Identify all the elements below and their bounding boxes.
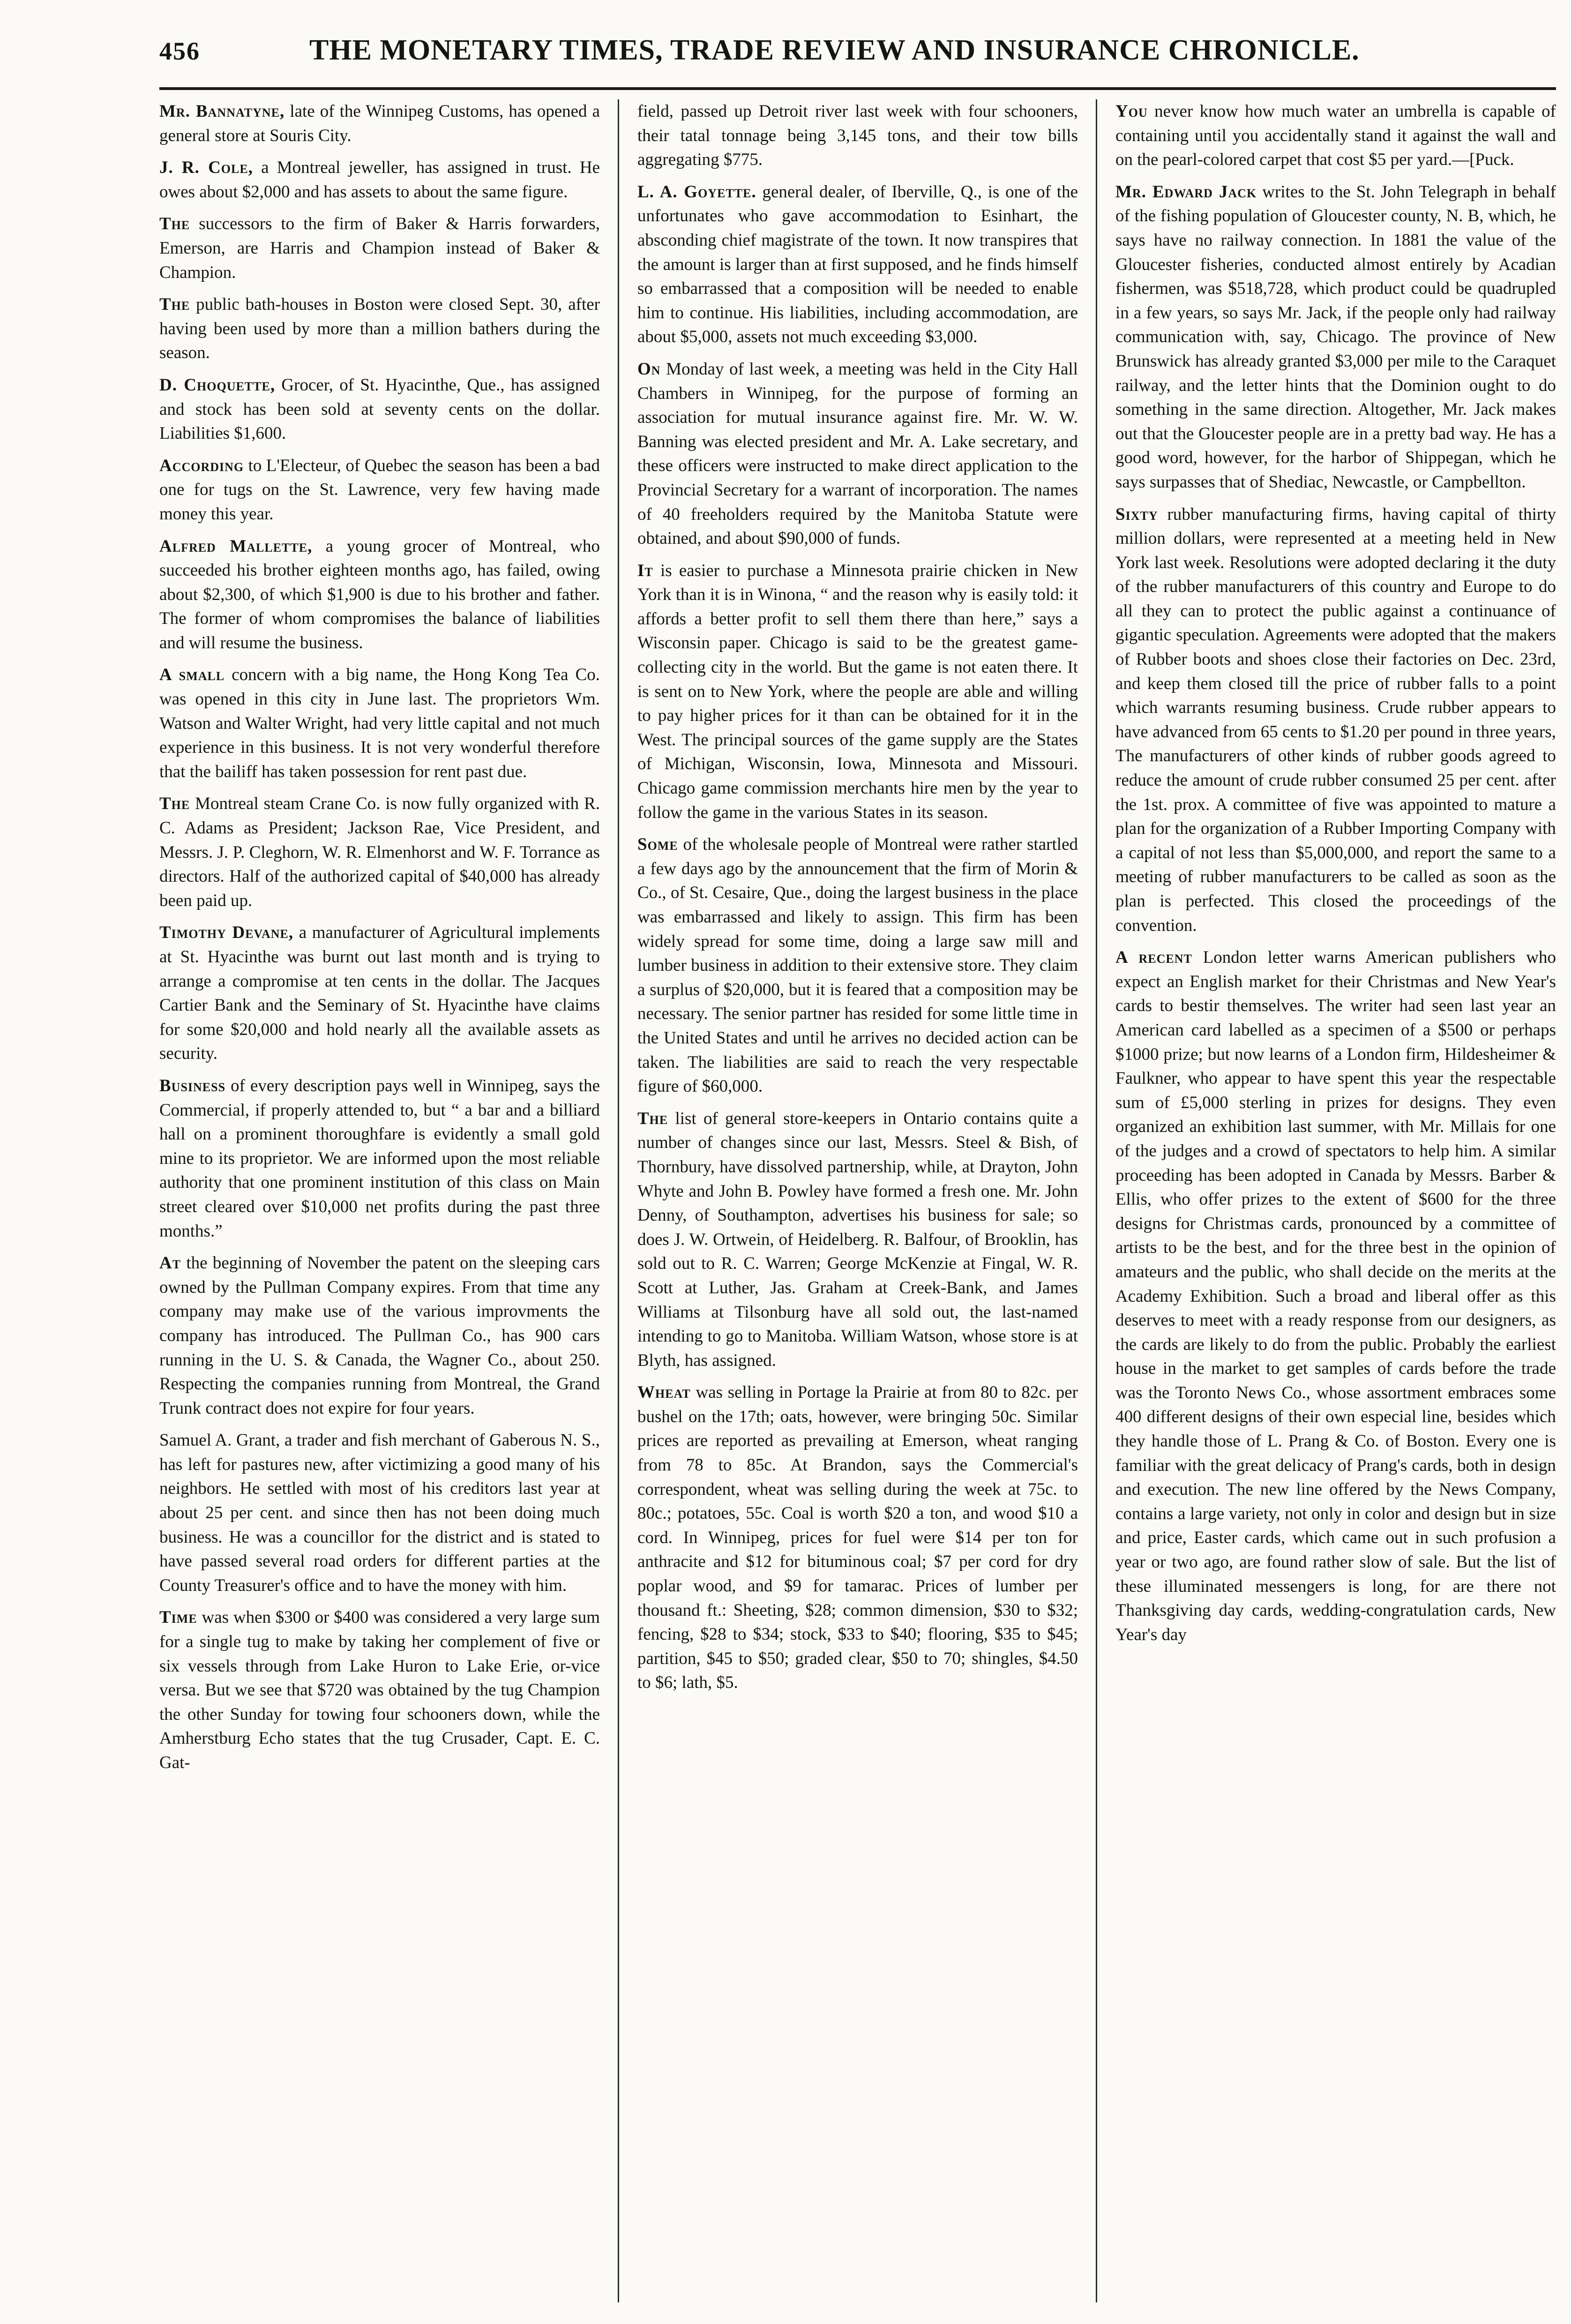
paragraph-text: is easier to purchase a Minnesota prairie chicken in New York than it is in Winona, “ and the reason why is easily told: it affords a better profit to sell them there than here,” says a Wisconsin paper. Chicago is said to be the greatest game-collecting city in the world. But the game is not eaten there. It is sent on to New York, where the people are able and willing to pay higher prices for it than can be obtained for it in the West. The principal sources of the game supply are the States of Michigan, Wisconsin, Iowa, Minnesota and Missouri. Chicago game commission merchants hire men by the year to follow the game in the various States in its season. — [637, 561, 1078, 822]
running-title: THE MONETARY TIMES, TRADE REVIEW AND INSURANCE CHRONICLE. — [309, 34, 1360, 66]
paragraph-lead: Timothy Devane, — [159, 923, 294, 943]
paragraph-lead: L. A. Goyette. — [637, 182, 756, 202]
paragraph-lead: The — [159, 794, 190, 814]
article-paragraph — [637, 832, 1078, 1099]
article-paragraph — [159, 534, 600, 655]
paragraph-text: London letter warns American publishers who expect an English market for their Christmas and New Year's cards to bestir themselves. The writer had seen last year an American card labelled as a specimen of a $500 or perhaps $1000 prize; but now learns of a London firm, Hildesheimer & Faulkner, who appear to have spent this year the respectable sum of £5,000 sterling in prizes for designs. They even organized an exhibition last summer, with Mr. Millais for one of the judges and a crowd of spectators to help him. A similar proceeding has been adopted in Canada by Messrs. Barber & Ellis, who offer prizes to the extent of $600 for the three designs for Christmas cards, pronounced by a committee of artists to be the best, and for the three best in the opinion of amateurs and the public, who shall decide on the merits at the Academy Exhibition. Such a broad and liberal offer as this deserves to meet with a ready response from our designers, as the cards are likely to do from the public. Probably the earliest house in the market to get samples of cards before the trade was the Toronto News Co., whose assortment embraces some 400 different designs of their own especial line, besides which they handle those of L. Prang & Co. of Boston. Every one is familiar with the great delicacy of Prang's cards, both in design and execution. The new line offered by the News Company, contains a large variety, not only in color and design but in size and price, Easter cards, which came out in such profusion a year or two ago, are found rather slow of sale. But the list of these illuminated messengers is long, for are there not Thanksgiving day cards, wedding-congratulation cards, New Year's day — [1115, 948, 1556, 1644]
column-divider — [618, 99, 619, 2302]
article-paragraph — [159, 454, 600, 526]
article-columns — [159, 99, 1556, 2302]
paragraph-text: rubber manufacturing firms, having capital of thirty million dollars, were represented at a meeting held in New York last week. Resolutions were adopted declaring it the duty of the rubber manufacturers of this country and Europe to do all they can to protect the public against a continuance of gigantic speculation. Agreements were adopted that the makers of Rubber boots and shoes close their factories on Dec. 23rd, and keep them closed till the price of rubber falls to a point which warrants resuming business. Crude rubber appears to have advanced from 65 cents to $1.20 per pound in three years, The manufacturers of other kinds of rubber goods agreed to reduce the amount of crude rubber consumed 25 per cent. after the 1st. prox. A committee of five was appointed to mature a plan for the organization of a Rubber Importing Company with a capital of not less than $5,000,000, and report the same to a meeting of rubber manufacturers to be called as soon as the plan is perfected. This closed the proceedings of the convention. — [1115, 504, 1556, 935]
paragraph-text: the beginning of November the patent on the sleeping cars owned by the Pullman Company expires. From that time any company may make use of the various improvments the company has introduced. The Pullman Co., has 900 cars running in the U. S. & Canada, the Wagner Co., about 250. Respecting the companies running from Montreal, the Grand Trunk contract does not expire for four years. — [159, 1253, 600, 1418]
paragraph-text: successors to the firm of Baker & Harris forwarders, Emerson, are Harris and Champion instead of Baker & Champion. — [159, 214, 600, 282]
article-paragraph — [159, 1251, 600, 1420]
column-3 — [1115, 99, 1556, 2302]
paragraph-text: public bath-houses in Boston were closed Sept. 30, after having been used by more than a million bathers during the season. — [159, 295, 600, 363]
paragraph-lead: A small — [159, 665, 225, 685]
article-paragraph — [159, 373, 600, 446]
paragraph-text: list of general store-keepers in Ontario contains quite a number of changes since our last, Messrs. Steel & Bish, of Thornbury, have dissolved partnership, while, at Drayton, John Whyte and John B. Powley have formed a fresh one. Mr. John Denny, of Southampton, advertises his business for sale; so does J. W. Ortwein, of Heidelberg. R. Balfour, of Brooklin, has sold out to R. C. Warren; George McKenzie at Fingal, W. R. Scott at Luther, Jas. Graham at Creek-Bank, and James Williams at Tilsonburg have all sold out, the last-named intending to go to Manitoba. William Watson, whose store is at Blyth, has assigned. — [637, 1109, 1078, 1370]
paragraph-text: of every description pays well in Winnipeg, says the Commercial, if properly attended to, but “ a bar and a billiard hall on a prominent thoroughfare is evidently a small gold mine to its proprietor. We are informed upon the most reliable authority that one prominent institution of this class on Main street cleared over $10,000 net profits during the past three months.” — [159, 1076, 600, 1241]
paragraph-lead: Mr. Bannatyne, — [159, 102, 285, 121]
column-2 — [637, 99, 1078, 2302]
paragraph-lead: At — [159, 1253, 181, 1273]
paragraph-text: concern with a big name, the Hong Kong Tea Co. was opened in this city in June last. The proprietors Wm. Watson and Walter Wright, had very little capital and not much experience in this business. It is not very wonderful therefore that the bailiff has taken possession for rent past due. — [159, 665, 600, 781]
article-paragraph — [159, 156, 600, 204]
article-paragraph — [637, 180, 1078, 349]
paragraph-text: Grocer, of St. Hyacinthe, Que., has assigned and stock has been sold at seventy cents on the dollar. Liabilities $1,600. — [159, 375, 600, 443]
article-paragraph — [159, 1074, 600, 1243]
paragraph-text: a Montreal jeweller, has assigned in trust. He owes about $2,000 and has assets to about the same figure. — [159, 158, 600, 202]
article-paragraph — [637, 1380, 1078, 1695]
paragraph-lead: J. R. Cole, — [159, 158, 253, 178]
paragraph-text: a manufacturer of Agricultural implements at St. Hyacinthe was burnt out last month and is trying to arrange a compromise at ten cents in the dollar. The Jacques Cartier Bank and the Seminary of St. Hyacinthe have claims for some $20,000 and hold nearly all the available assets as security. — [159, 923, 600, 1064]
article-paragraph — [159, 99, 600, 148]
column-1 — [159, 99, 600, 2302]
paragraph-lead: On — [637, 359, 661, 379]
article-paragraph — [1115, 502, 1556, 938]
paragraph-text: field, passed up Detroit river last week with four schooners, their tatal tonnage being 3,145 tons, and their tow bills aggregating $775. — [637, 102, 1078, 170]
paragraph-lead: Mr. Edward Jack — [1115, 182, 1257, 202]
paragraph-lead: Business — [159, 1076, 226, 1095]
page-number: 456 — [159, 37, 200, 65]
paragraph-text: writes to the St. John Telegraph in behalf of the fishing population of Gloucester county, N. B, which, he says have no railway connection. In 1881 the value of the Gloucester fisheries, conducted almost entirely by Acadian fishermen, was $518,728, which product could be quadrupled in a few years, so says Mr. Jack, if the people only had railway communication with, say, Chicago. The province of New Brunswick has already granted $3,000 per mile to the Caraquet railway, and the letter hints that the Dominion ought to do something in the same direction. Altogether, Mr. Jack makes out that the Gloucester people are in a pretty bad way. He has a good word, however, for the harbor of Shippegan, which he says surpasses that of Shediac, Newcastle, or Campbellton. — [1115, 182, 1556, 492]
article-paragraph — [159, 1428, 600, 1597]
paragraph-lead: It — [637, 561, 653, 580]
article-paragraph — [159, 1605, 600, 1775]
paragraph-lead: Some — [637, 835, 678, 855]
paragraph-lead: You — [1115, 102, 1148, 121]
article-paragraph — [1115, 99, 1556, 172]
paragraph-text: Montreal steam Crane Co. is now fully organized with R. C. Adams as President; Jackson Rae, Vice President, and Messrs. J. P. Cleghorn, W. R. Elmenhorst and W. F. Torrance as directors. Half of the authorized capital of $40,000 has already been paid up. — [159, 794, 600, 910]
article-paragraph — [637, 1107, 1078, 1373]
paragraph-text: Monday of last week, a meeting was held in the City Hall Chambers in Winnipeg, for the purpose of forming an association for mutual insurance against fire. Mr. W. W. Banning was elected president and Mr. A. Lake secretary, and these officers were instructed to make direct application to the Provincial Secretary for a warrant of incorporation. The names of 40 freeholders required by the Manitoba Statute were obtained, and about $90,000 of funds. — [637, 359, 1078, 548]
paragraph-text: was when $300 or $400 was considered a very large sum for a single tug to make by taking her complement of five or six vessels through from Lake Huron to Lake Erie, or-vice versa. But we see that $720 was obtained by the tug Champion the other Sunday for towing four schooners down, while the Amherstburg Echo states that the tug Crusader, Capt. E. C. Gat- — [159, 1608, 600, 1772]
paragraph-lead: D. Choquette, — [159, 375, 276, 395]
paragraph-text: was selling in Portage la Prairie at from 80 to 82c. per bushel on the 17th; oats, however, were bringing 50c. Similar prices are reported as prevailing at Emerson, wheat ranging from 78 to 85c. At Brandon, says the Commercial's correspondent, wheat was selling during the week at 75c. to 80c.; potatoes, 55c. Coal is worth $20 a ton, and wood $10 a cord. In Winnipeg, prices for fuel were $14 per ton for anthracite and $12 for bituminous coal; $7 per cord for dry poplar wood, and $9 for tamarac. Prices of lumber per thousand ft.: Sheeting, $28; common dimension, $30 to $32; fencing, $28 to $34; stock, $33 to $40; flooring, $35 to $45; partition, $45 to $50; graded clear, $50 to 70; shingles, $4.50 to $6; lath, $5. — [637, 1383, 1078, 1693]
paragraph-text: late of the Winnipeg Customs, has opened a general store at Souris City. — [159, 102, 600, 145]
column-divider — [1096, 99, 1097, 2302]
article-paragraph — [637, 99, 1078, 172]
article-paragraph — [159, 663, 600, 784]
paragraph-lead: Wheat — [637, 1383, 691, 1402]
article-paragraph — [159, 792, 600, 913]
paragraph-text: never know how much water an umbrella is capable of containing until you accidentally stand it against the wall and on the pearl-colored carpet that cost $5 per yard.—[Puck. — [1115, 102, 1556, 170]
paragraph-text: general dealer, of Iberville, Q., is one of the unfortunates who gave accommodation to Esinhart, the absconding chief magistrate of the town. It now transpires that the amount is larger than at first supposed, and he finds himself so embarrassed that a composition will be needed to enable him to continue. His liabilities, including accommodation, are about $5,000, assets not much exceeding $3,000. — [637, 182, 1078, 347]
paragraph-lead: The — [159, 214, 190, 234]
paragraph-lead: The — [159, 295, 190, 315]
article-paragraph — [1115, 945, 1556, 1647]
article-paragraph — [637, 357, 1078, 551]
paragraph-lead: Time — [159, 1608, 197, 1627]
paragraph-text: a young grocer of Montreal, who succeeded his brother eighteen months ago, has failed, owing about $2,300, of which $1,900 is due to his brother and father. The former of whom compromises the balance of liabilities and will resume the business. — [159, 536, 600, 652]
paragraph-lead: Sixty — [1115, 504, 1158, 524]
paragraph-text: to L'Electeur, of Quebec the season has been a bad one for tugs on the St. Lawrence, very few having made money this year. — [159, 456, 600, 524]
article-paragraph — [159, 292, 600, 365]
paragraph-lead: Alfred Mallette, — [159, 536, 313, 556]
article-paragraph — [637, 559, 1078, 825]
article-paragraph — [159, 212, 600, 285]
paragraph-text: of the wholesale people of Montreal were rather startled a few days ago by the announcement that the firm of Morin & Co., of St. Cesaire, Que., doing the largest business in the place was embarrassed and likely to assign. This firm has been widely spread for some time, doing a large saw mill and lumber business in addition to their extensive store. They claim a surplus of $20,000, but it is feared that a composition may be necessary. The senior partner has resided for some little time in the United States and until he arrives no decided action can be taken. The liabilities are said to reach the very respectable figure of $60,000. — [637, 835, 1078, 1096]
paragraph-lead: The — [637, 1109, 668, 1128]
article-paragraph — [159, 921, 600, 1066]
paragraph-lead: A recent — [1115, 948, 1192, 967]
page-header — [159, 34, 1556, 85]
header-rule — [159, 87, 1556, 90]
paragraph-text: Samuel A. Grant, a trader and fish merchant of Gaberous N. S., has left for pastures new, after victimizing a good many of his neighbors. He settled with most of his creditors last year at about 25 per cent. and since then has not been doing much business. He was a councillor for the district and is stated to have passed several road orders for different parties at the County Treasurer's office and to have the money with him. — [159, 1431, 600, 1595]
article-paragraph — [1115, 180, 1556, 495]
paragraph-lead: According — [159, 456, 244, 475]
